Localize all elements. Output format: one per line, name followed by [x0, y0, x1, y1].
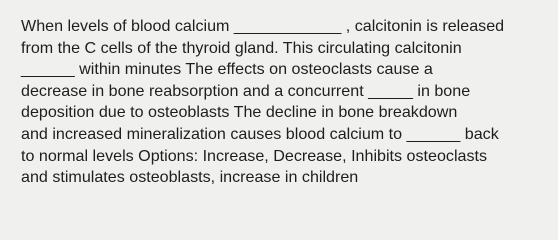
question-line-3: ______ within minutes The effects on osteoclasts cause a — [21, 60, 433, 79]
question-line-1: When levels of blood calcium ____________ , calcitonin is released — [21, 17, 505, 35]
question-line-2: from the C cells of the thyroid gland. This circulating calcitonin — [21, 38, 462, 57]
question-line-7: to normal levels Options: Increase, Decrease, Inhibits osteoclasts — [21, 146, 488, 165]
question-line-5: deposition due to osteoblasts The decline in bone breakdown — [21, 103, 458, 122]
question-text — [21, 16, 551, 189]
question-line-4: decrease in bone reabsorption and a concurrent _____ in bone — [21, 81, 471, 100]
question-line-6: and increased mineralization causes blood calcium to ______ back — [21, 124, 499, 143]
question-line-8: and stimulates osteoblasts, increase in children — [21, 168, 359, 187]
